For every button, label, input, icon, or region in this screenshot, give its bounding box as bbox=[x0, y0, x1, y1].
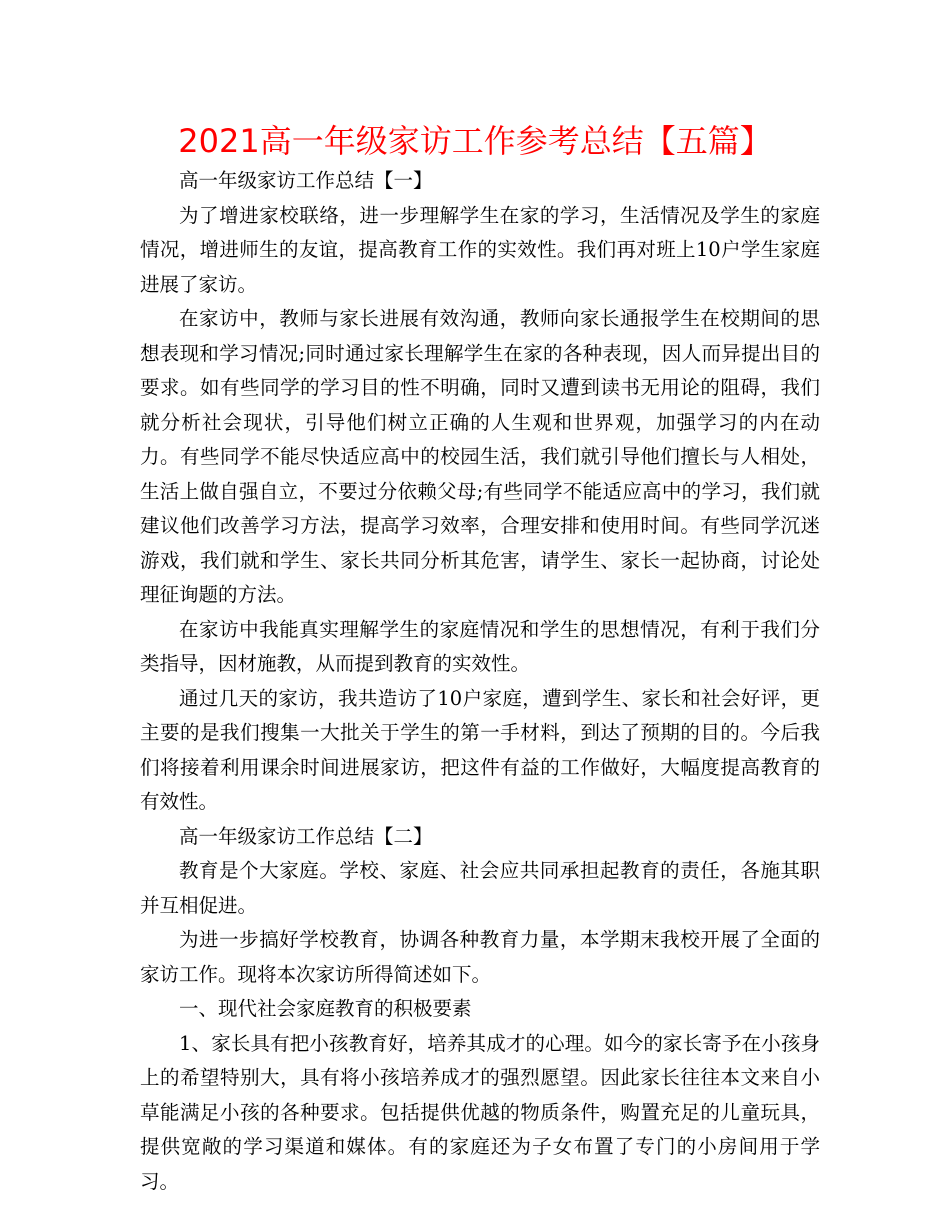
paragraph: 为进一步搞好学校教育，协调各种教育力量，本学期末我校开展了全面的家访工作。现将本次家访所得简述如下。 bbox=[140, 928, 820, 986]
paragraph: 通过几天的家访，我共造访了10户家庭，遭到学生、家长和社会好评，更主要的是我们搜集一大批关于学生的第一手材料，到达了预期的目的。今后我们将接着利用课余时间进展家访，把这件有益的工作做好，大幅度提高教育的有效性。 bbox=[140, 686, 820, 813]
document-body bbox=[140, 164, 820, 1199]
paragraph: 为了增进家校联络，进一步理解学生在家的学习，生活情况及学生的家庭情况，增进师生的友谊，提高教育工作的实效性。我们再对班上10户学生家庭进展了家访。 bbox=[140, 203, 820, 296]
subsection-heading: 一、现代社会家庭教育的积极要素 bbox=[179, 997, 472, 1020]
section-heading-1: 高一年级家访工作总结【一】 bbox=[179, 169, 433, 192]
document-title: 2021高一年级家访工作参考总结【五篇】 bbox=[178, 122, 772, 160]
paragraph: 教育是个大家庭。学校、家庭、社会应共同承担起教育的责任，各施其职并互相促进。 bbox=[140, 859, 820, 917]
paragraph: 在家访中，教师与家长进展有效沟通，教师向家长通报学生在校期间的思想表现和学习情况;同时通过家长理解学生在家的各种表现，因人而异提出目的要求。如有些同学的学习目的性不明确，同时又遭到读书无用论的阻碍，我们就分析社会现状，引导他们树立正确的人生观和世界观，加强学习的内在动力。有些同学不能尽快适应高中的校园生活，我们就引导他们擅长与人相处，生活上做自强自立，不要过分依赖父母;有些同学不能适应高中的学习，我们就建议他们改善学习方法，提高学习效率，合理安排和使用时间。有些同学沉迷游戏，我们就和学生、家长共同分析其危害，请学生、家长一起协商，讨论处理征询题的方法。 bbox=[140, 307, 820, 606]
paragraph: 在家访中我能真实理解学生的家庭情况和学生的思想情况，有利于我们分类指导，因材施教，从而提到教育的实效性。 bbox=[140, 617, 820, 675]
paragraph: 1、家长具有把小孩教育好，培养其成才的心理。如今的家长寄予在小孩身上的希望特别大，具有将小孩培养成才的强烈愿望。因此家长往往本文来自小草能满足小孩的各种要求。包括提供优越的物质条件，购置充足的儿童玩具，提供宽敞的学习渠道和媒体。有的家庭还为子女布置了专门的小房间用于学习。 bbox=[140, 1031, 820, 1193]
section-heading-2: 高一年级家访工作总结【二】 bbox=[179, 824, 433, 848]
